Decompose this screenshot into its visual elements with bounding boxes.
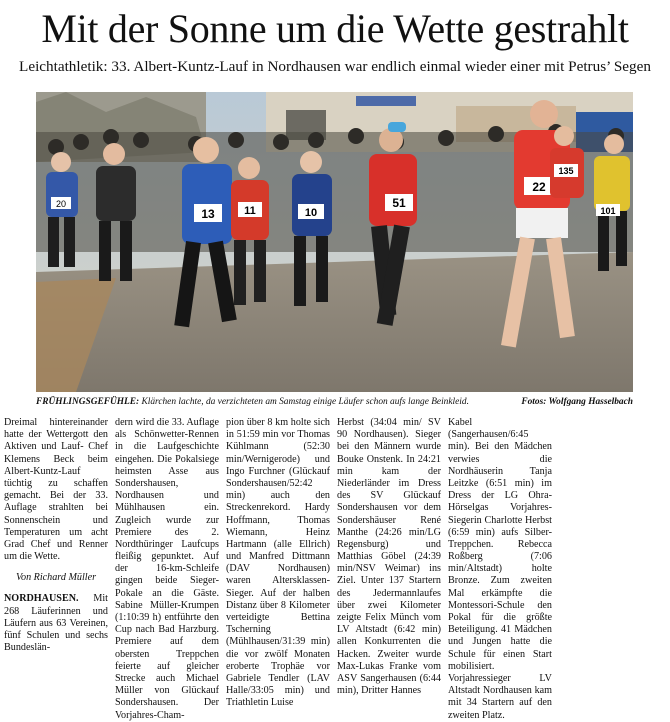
bib-101: 101: [600, 206, 616, 216]
bib-135: 135: [558, 166, 574, 176]
column-5-text: Kabel (Sangerhausen/6:45 min). Bei den Mädchen verwies die Nordhäuserin Tanja Leitzke (6:51 min) im Dress der LG Ohra-Hörselgas Vorjahres-Siegerin Charlotte Herbst (6:59 min) aufs Silber-Treppchen. Rebecca Roßberg (7:06 min/Altstadt) holte Bronze. Zum zweiten Mal erkämpfte die Montessori-Schule den Pokal für die größte Beteiligung. 41 Mädchen und Jungen hatte die Schule für einen Start mobilisiert. Vorjahressieger LV Altstadt Nordhausen kam mit 34 Startern auf den zweiten Platz.: [448, 417, 552, 721]
byline: Von Richard Müller: [15, 572, 97, 584]
subheadline: Leichtathletik: 33. Albert-Kuntz-Lauf in Nordhausen war endlich einmal wieder einer mit Petrus’ Segen: [19, 58, 651, 75]
bib-13: 13: [201, 207, 215, 221]
article-body: [4, 417, 664, 721]
headline: Mit der Sonne um die Wette gestrahlt: [41, 6, 629, 51]
column-3: [226, 417, 330, 710]
bib-11: 11: [244, 205, 256, 217]
column-5: [448, 417, 552, 722]
column-3-text: pion über 8 km holte sich in 51:59 min vor Thomas Kühlmann (52:30 min/Wernigerode) und Ingo Furchner (Glückauf Sondershausen/52:42 min) auch den Streckenrekord. Hardy Hoffmann, Thomas Wiemann, Heinz Hartmann (alle Ellrich) und Manfred Dittmann (DAV Nordhausen) waren Altersklassen-Sieger. Auf der halben Distanz über 8 Kilometer verteidigte Bettina Tscherning (Mühlhausen/31:39 min) die vor zwölf Monaten eroberte Trophäe vor Gabriele Tendler (LAV Halle/33:05 min) und Triathletin Luise: [226, 417, 330, 709]
column-4: [337, 417, 441, 697]
column-2-text: dern wird die 33. Auflage als Schönwetter-Rennen in die Laufgeschichte eingehen. Die Pokalsiege heimsten Asse aus Sondershausen, Nordhausen und Mühlhausen ein. Zugleich wurde zur Premiere des 2. Nordthüringer Laufcups fleißig gepunktet. Auf der 16-km-Schleife gingen beide Sieger-Pokale an die Gäste. Sabine Müller-Krumpen (1:10:39 h) entführte den Cup nach Bad Harzburg. Premiere auf dem obersten Treppchen feierte auf gleicher Strecke auch Michael Müller von Glückauf Sondershausen. Der Vorjahres-Cham-: [115, 417, 219, 721]
column-1: [4, 417, 108, 654]
photo-caption: [36, 396, 633, 408]
bib-20: 20: [55, 199, 67, 209]
column-1-text: [4, 593, 108, 654]
column-1-body: Mit 268 Läuferinnen und Läufern aus 63 Vereinen, fünf Schulen und sechs Bundeslän-: [4, 593, 108, 654]
caption-kicker: FRÜHLINGSGEFÜHLE:: [36, 397, 140, 407]
article-intro: Dreimal hintereinander hatte der Wettergott den Aktiven und Lauf- Chef Klemens Beck beim Albert-Kuntz-Lauf tüchtig zu schaffen gemacht. Bei der 33. Auflage strahlten bei Sonnenschein und Temperaturen um acht Grad Chef und Renner um die Wette.: [4, 417, 108, 563]
caption-text: Klärchen lachte, da verzichteten am Samstag einige Läufer schon aufs lange Beinkleid.: [141, 397, 469, 407]
race-photo: [36, 92, 633, 392]
bib-10: 10: [304, 207, 318, 219]
bib-22: 22: [532, 180, 546, 194]
runners-illustration: [36, 92, 633, 392]
column-2: [115, 417, 219, 722]
dateline: NORDHAUSEN.: [4, 593, 79, 605]
photo-credit: Fotos: Wolfgang Hasselbach: [521, 397, 633, 407]
bib-51: 51: [392, 196, 406, 210]
column-4-text: Herbst (34:04 min/ SV 90 Nordhausen). Sieger bei den Männern wurde Bouke Onstenk. In 24:21 min kam der Niederländer im Dress des SV Glückauf Sondershausen vor dem Sondershäuser René Manthe (24:26 min/LG Regensburg) und Matthias Göbel (24:39 min/NSV Weimar) ins Ziel. Unter 137 Startern des Jedermannlaufes über zwei Kilometer zeigte Felix Münch vom LV Altstadt (6:42 min) allen Konkurrenten die Hacken. Zweiter wurde Max-Lukas Franke vom ASV Sangerhausen (6:44 min), Dritter Hannes: [337, 417, 441, 697]
